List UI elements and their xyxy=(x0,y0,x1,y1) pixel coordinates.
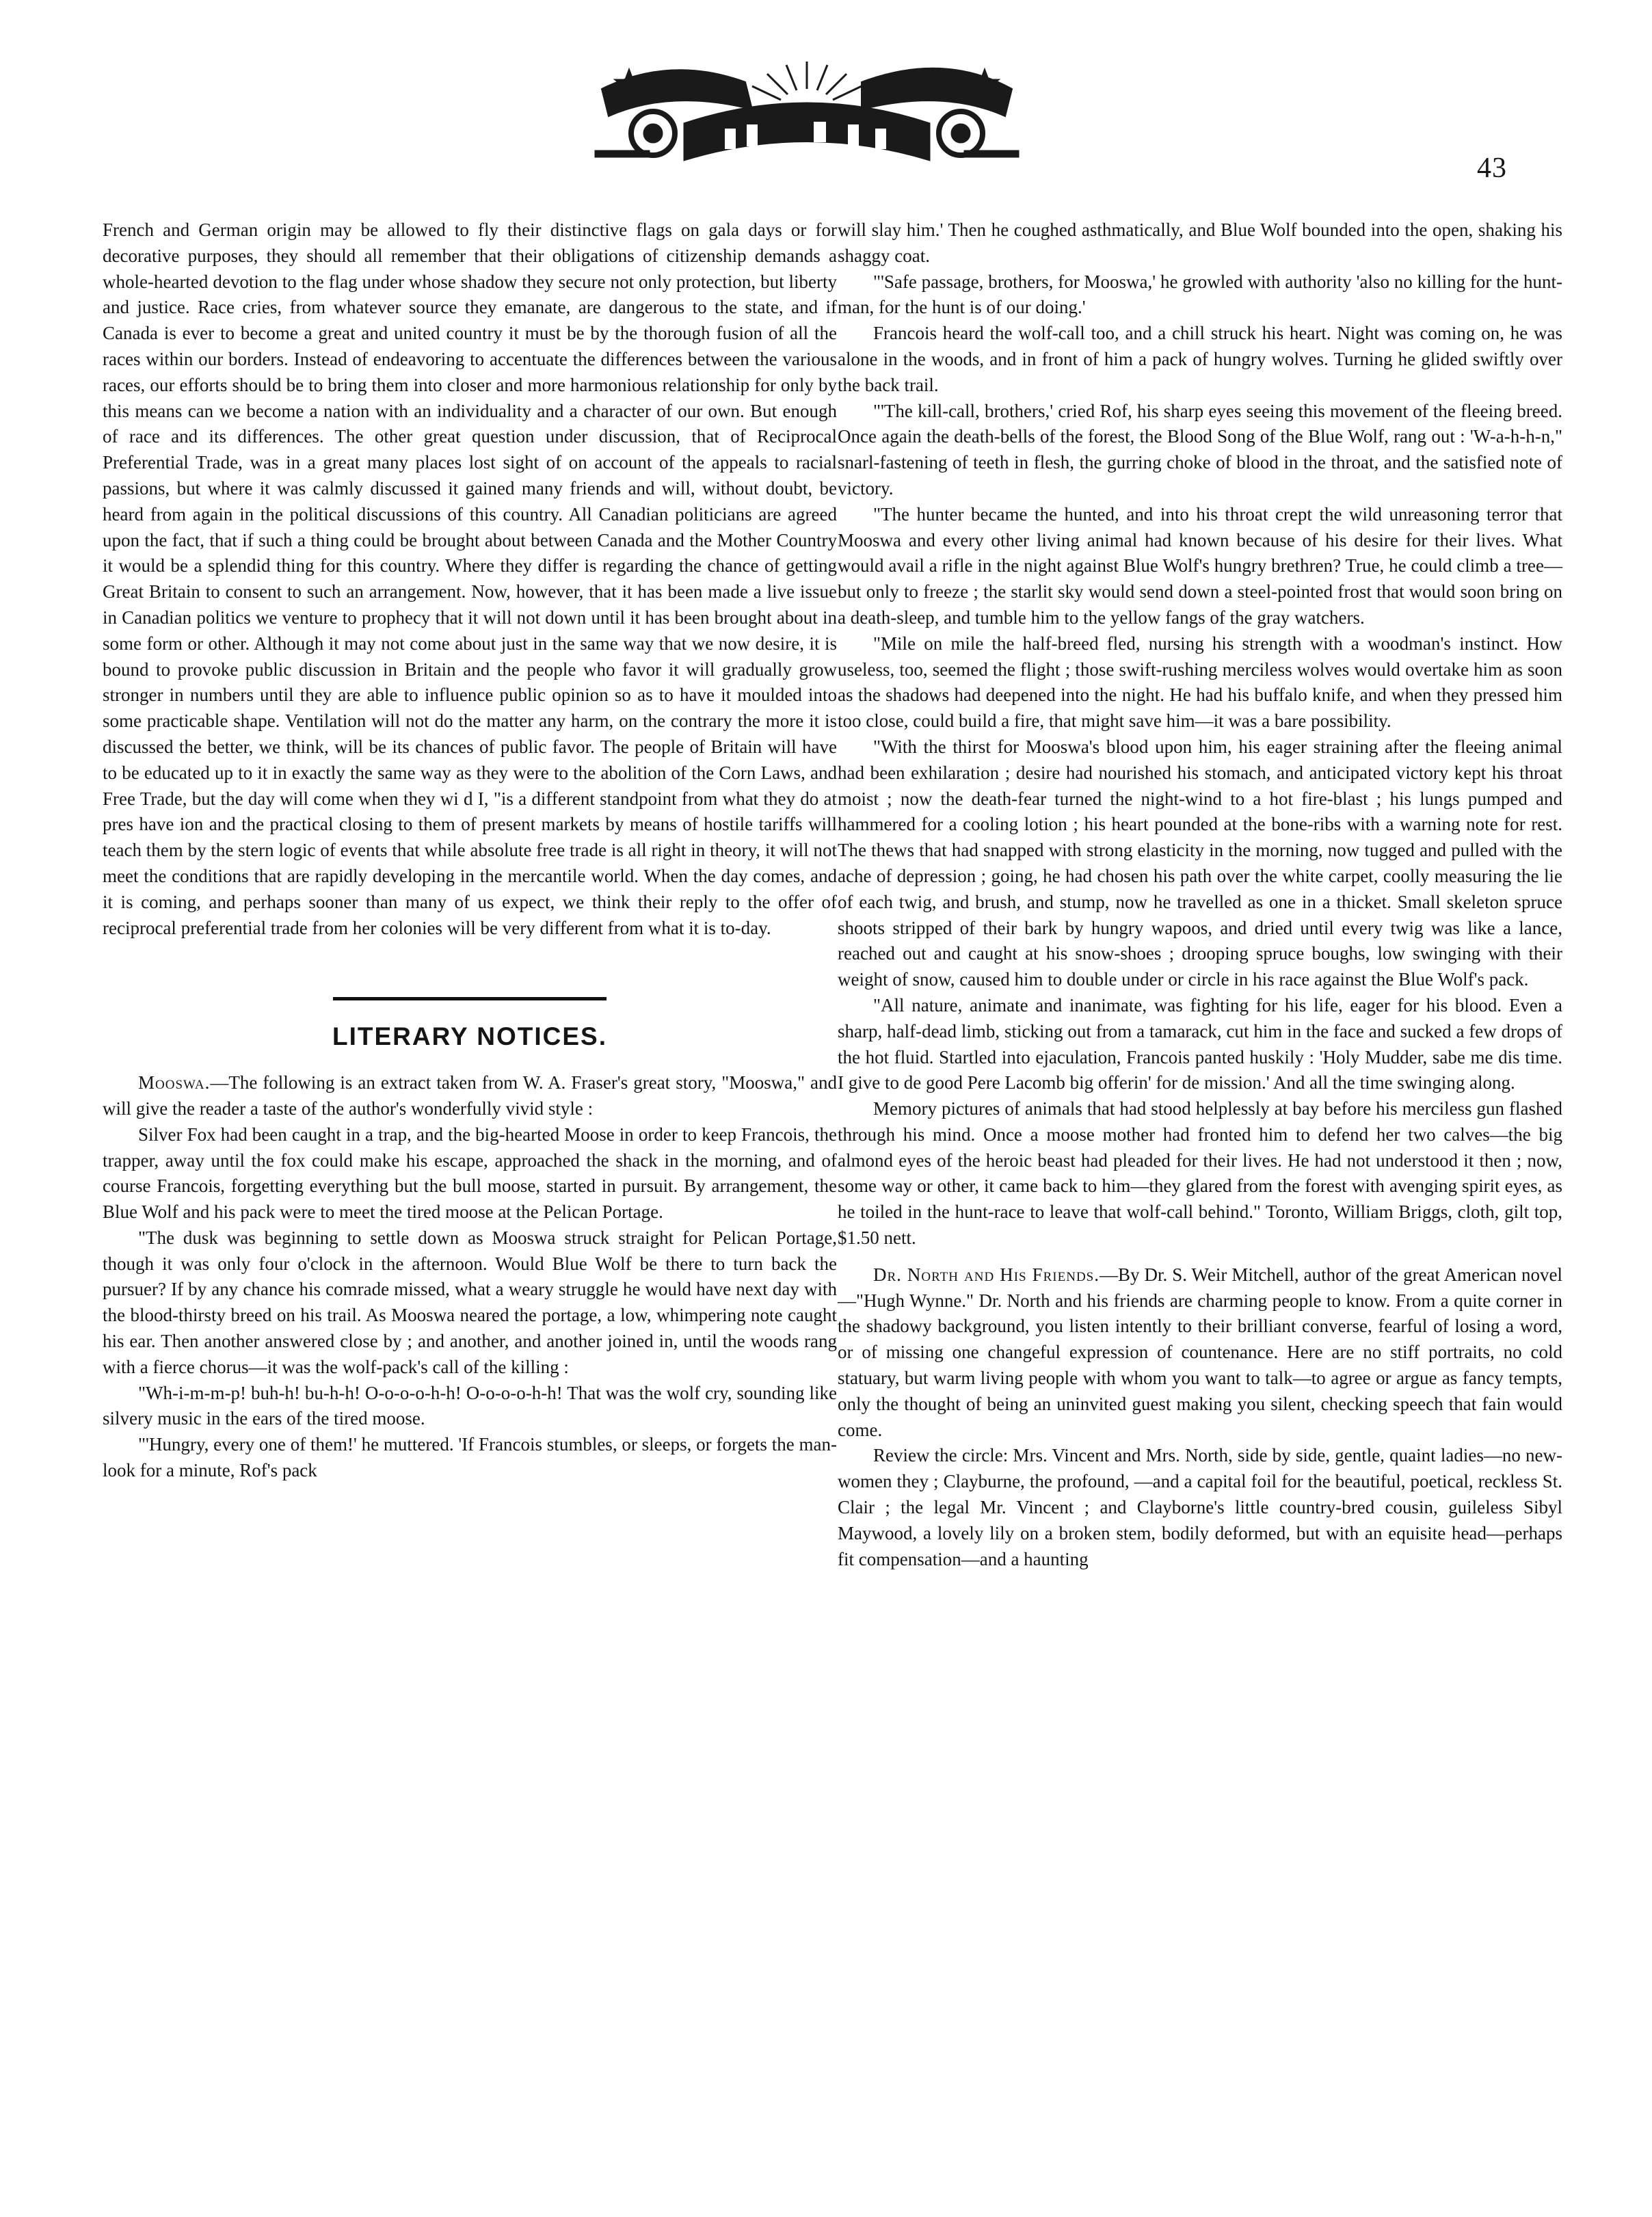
section-heading: LITERARY NOTICES. xyxy=(332,1022,607,1051)
body-paragraph: "'Safe passage, brothers, for Mooswa,' he growled with authority 'also no killing for the hunt-man, for the hunt is of our doing.' xyxy=(838,271,1562,318)
body-paragraph: "With the thirst for Mooswa's blood upon him, his eager straining after the fleeing animal had been exhilaration ; desire had nourished his stomach, and anticipated victory kept his throat moist ; now the death-fear turned the night-wind to a hot fire-blast ; his lungs pumped and hammered for a cooling lotion ; his heart pounded at the bone-ribs with a warning note for rest. The thews that had snapped with strong elasticity in the morning, now tugged and pulled with the ache of depression ; going, he had chosen his path over the white carpet, coolly measuring the lie of each twig, and brush, and stump, now he travelled as one in a thicket. Small skeleton spruce shoots stripped of their bark by hungry wapoos, and dried until every twig was like a lance, reached out and caught at his snow-shoes ; drooping spruce boughs, low swinging with their weight of snow, caused him to double under or circle in his race against the Blue Wolf's pack. xyxy=(838,736,1562,990)
section-divider xyxy=(333,997,607,1000)
body-paragraph: "All nature, animate and inanimate, was fighting for his life, eager for his blood. Even a sharp, half-dead limb, sticking out from a tamarack, cut him in the face and sucked a few drops of the hot fluid. Startled into ejaculation, Francois panted huskily : 'Holy Mudder, sabe me dis time. I give to de good Pere Lacomb big offerin' for de mission.' And all the time swinging along. xyxy=(838,994,1562,1093)
right-column xyxy=(838,217,1562,1572)
body-paragraph: "Wh-i-m-m-p! buh-h! bu-h-h! O-o-o-o-h-h! O-o-o-o-h-h! That was the wolf cry, sounding like silvery music in the ears of the tired moose. xyxy=(103,1382,837,1429)
body-paragraph: "The dusk was beginning to settle down as Mooswa struck straight for Pelican Portage, though it was only four o'clock in the afternoon. Would Blue Wolf be there to turn back the pursuer? If by any chance his comrade missed, what a weary struggle he would have next day with the blood-thirsty breed on his trail. As Mooswa neared the portage, a low, whimpering note caught his ear. Then another answered close by ; and another, and another joined in, until the woods rang with a fierce chorus—it was the wolf-pack's call of the killing : xyxy=(103,1227,837,1377)
north-notice-intro xyxy=(838,1262,1562,1444)
mooswa-notice-text: —The following is an extract taken from W. A. Fraser's great story, "Mooswa," and will give the reader a taste of the author's wonderfully vivid style : xyxy=(103,1072,837,1119)
mooswa-notice-title: Mooswa. xyxy=(138,1072,211,1093)
body-paragraph: Silver Fox had been caught in a trap, and the big-hearted Moose in order to keep Francois, the trapper, away until the fox could make his escape, approached the shack in the morning, and of course Francois, forgetting everything but the bull moose, started in pursuit. By arrangement, the Blue Wolf and his pack were to meet the tired moose at the Pelican Portage. xyxy=(103,1124,837,1223)
body-paragraph: Francois heard the wolf-call too, and a chill struck his heart. Night was coming on, he was alone in the woods, and in front of him a pack of hungry wolves. Turning he glided swiftly over the back trail. xyxy=(838,323,1562,395)
body-paragraph: "The hunter became the hunted, and into his throat crept the wild unreasoning terror that Mooswa and every other living animal had known because of his desire for their lives. What would avail a rifle in the night against Blue Wolf's hungry brethren? True, he could climb a tree—but only to freeze ; the starlit sky would send down a steel-pointed frost that would soon bring on a death-sleep, and tumble him to the yellow fangs of the gray watchers. xyxy=(838,503,1562,628)
body-paragraph: "'The kill-call, brothers,' cried Rof, his sharp eyes seeing this movement of the fleeing breed. Once again the death-bells of the forest, the Blood Song of the Blue Wolf, rang out : 'W-a-h-h-n," snarl-fastening of teeth in flesh, the gurring choke of blood in the throat, and the satisfied note of victory. xyxy=(838,400,1562,499)
north-notice-title: Dr. North and His Friends. xyxy=(873,1264,1100,1285)
editorial-paragraph: French and German origin may be allowed to fly their distinctive flags on gala days or for decorative purposes, they should all remember that their obligations of citizenship demands a whole-hearted devotion to the flag under whose shadow they secure not only protection, but liberty and justice. Race cries, from whatever source they emanate, are dangerous to the state, and if Canada is ever to become a great and united country it must be by the thorough fusion of all the races within our borders. Instead of endeavoring to accentuate the differences between the various races, our efforts should be to bring them into closer and more harmonious relationship for only by this means can we become a nation with an individuality and a character of our own. But enough of race and its differences. The other great question under discussion, that of Reciprocal Preferential Trade, was in a great many places lost sight of on account of the appeals to racial passions, but where it was calmly discussed it gained many friends and will, without doubt, be heard from again in the political discussions of this country. All Canadian politicians are agreed upon the fact, that if such a thing could be brought about between Canada and the Mother Country it would be a splendid thing for this country. Where they differ is regarding the chance of getting Great Britain to consent to such an arrangement. Now, however, that it has been made a live issue in Canadian politics we venture to prophecy that it will not down until it has been brought about in some form or other. Although it may not come about just in the same way that we now desire, it is bound to provoke public discussion in Britain and the people who favor it will gradually grow stronger in numbers until they are able to influence public opinion so as to have it moulded into some practicable shape. Ventilation will not do the matter any harm, on the contrary the more it is discussed the better, we think, will be its chances of public favor. The people of Britain will have to be educated up to it in exactly the same way as they were to the abolition of the Corn Laws, and Free Trade, but the day will come when they wi d I, "is a different standpoint from what they do at pres have ion and the practical closing to them of present markets by means of hostile tariffs will teach them by the stern logic of events that while absolute free trade is all right in theory, it will not meet the conditions that are rapidly developing in the mercantile world. When the day comes, and it is coming, and perhaps sooner than many of us expect, we think their reply to the offer of reciprocal preferential trade from her colonies will be very different from what it is to-day. xyxy=(103,220,837,938)
body-paragraph: Review the circle: Mrs. Vincent and Mrs. North, side by side, gentle, quaint ladies—no new-women they ; Clayburne, the profound, —and a capital foil for the beautiful, poetical, reckless St. Clair ; the legal Mr. Vincent ; and Clayborne's little country-bred cousin, guileless Sibyl Maywood, a lovely lily on a broken stem, bodily deformed, but with an equisite head—perhaps fit compensation—and a haunting xyxy=(838,1445,1562,1569)
body-paragraph: "Mile on mile the half-breed fled, nursing his strength with a woodman's instinct. How useless, too, seemed the flight ; those swift-rushing merciless wolves would overtake him as soon as the shadows had deepened into the night. He had his buffalo knife, and when they pressed him too close, could build a fire, that might save him—it was a bare possibility. xyxy=(838,633,1562,732)
mooswa-notice-intro xyxy=(103,1070,837,1122)
body-paragraph: Memory pictures of animals that had stood helplessly at bay before his merciless gun flashed through his mind. Once a moose mother had fronted him to defend her two calves—the big almond eyes of the heroic beast had pleaded for their lives. He had not understood it then ; now, some way or other, it came back to him—they glared from the forest with avenging spirit eyes, as he toiled in the hunt-race to leave that wolf-call behind." Toronto, William Briggs, cloth, gilt top, $1.50 nett. xyxy=(838,1098,1562,1249)
north-notice-text: —By Dr. S. Weir Mitchell, author of the great American novel—"Hugh Wynne." Dr. North and his friends are charming people to know. From a quite corner in the shadowy background, you listen intently to their brilliant converse, fearful of losing a word, or of missing one changeful expression of countenance. Here are no stiff portraits, no cold statuary, but warm living people with whom you want to talk—to agree or argue as fancy tempts, only the thought of being an uninvited guest making you silent, checking speech that fain would come. xyxy=(838,1264,1563,1440)
body-paragraph: will slay him.' Then he coughed asthmatically, and Blue Wolf bounded into the open, shaking his shaggy coat. xyxy=(838,220,1562,266)
body-paragraph: "'Hungry, every one of them!' he muttered. 'If Francois stumbles, or sleeps, or forgets the man-look for a minute, Rof's pack xyxy=(103,1434,837,1481)
masthead-ornament-icon xyxy=(588,41,1026,171)
page-number: 43 xyxy=(1477,152,1507,184)
left-column xyxy=(103,217,837,1484)
